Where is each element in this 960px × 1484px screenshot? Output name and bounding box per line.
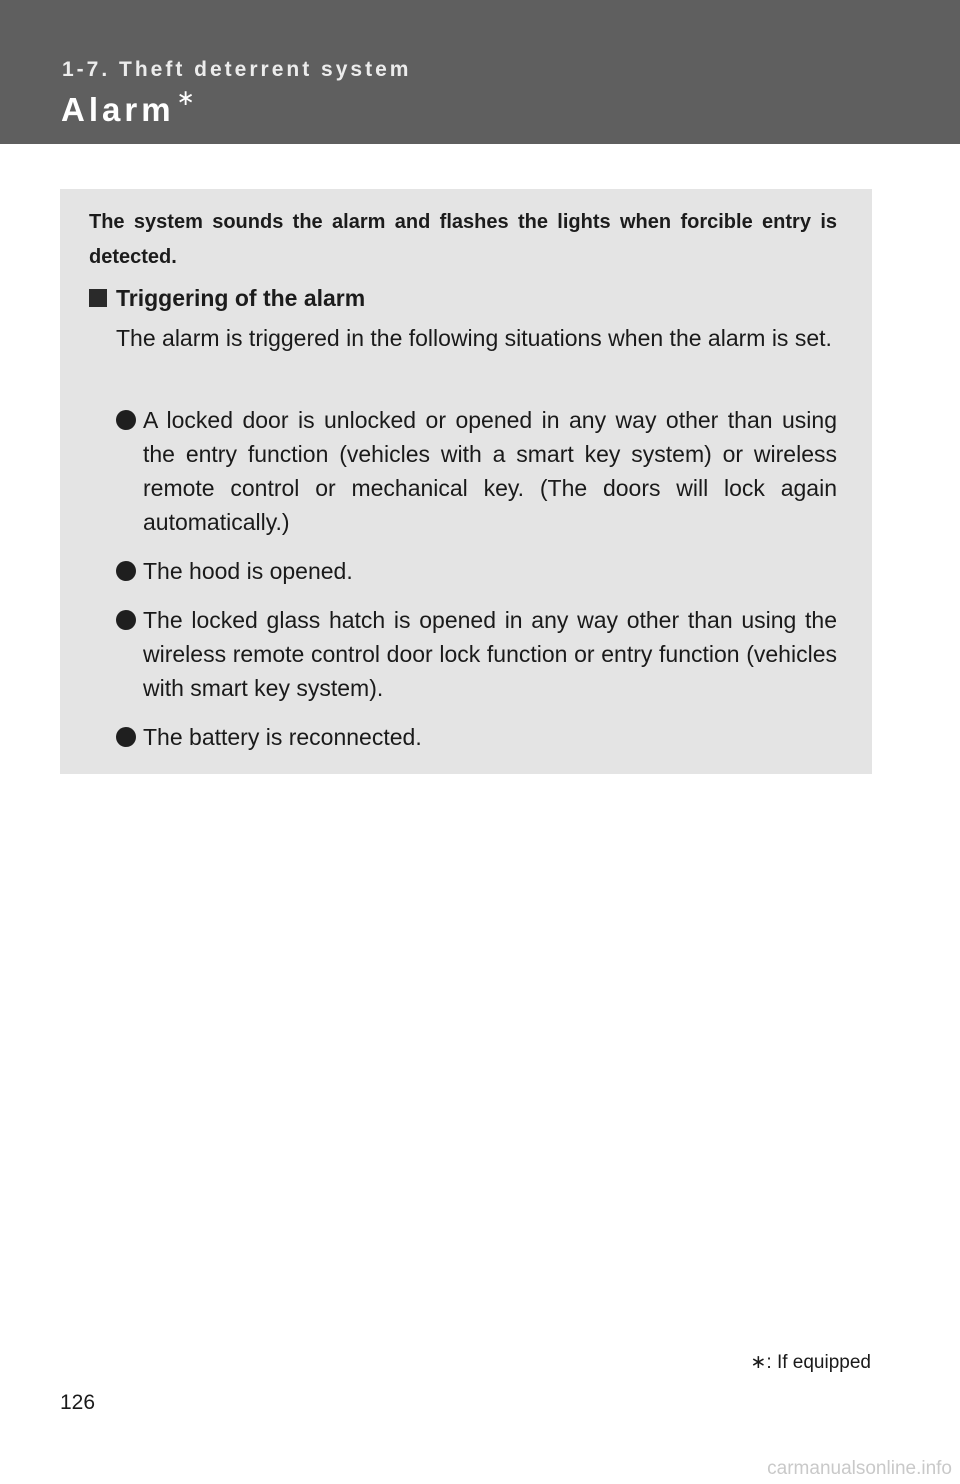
sub-heading-text: Triggering of the alarm [116, 285, 366, 311]
page-number: 126 [60, 1391, 96, 1414]
list-item-text: A locked door is unlocked or opened in any way other than using the entry function (vehicles with a smart key system) or wireless remote control or mechanical key. (The doors will lock again automatically.) [143, 407, 837, 535]
section-label: 1-7. Theft deterrent system [62, 58, 412, 81]
header-band [0, 0, 960, 144]
bullet-dot-icon [116, 610, 136, 630]
sub-heading [89, 283, 849, 313]
list-item-text: The hood is opened. [143, 558, 353, 584]
sub-heading-description: The alarm is triggered in the following situations when the alarm is set. [116, 325, 832, 351]
bullet-list [116, 403, 837, 769]
bullet-dot-icon [116, 410, 136, 430]
footnote: ∗: If equipped [750, 1352, 871, 1373]
page-title-text: Alarm [61, 91, 175, 128]
square-bullet-icon [89, 289, 107, 307]
if-equipped-mark: ∗ [176, 85, 195, 110]
bullet-dot-icon [116, 561, 136, 581]
page-title [61, 85, 195, 129]
list-item [116, 603, 837, 705]
list-item-text: The locked glass hatch is opened in any way other than using the wireless remote control door lock function or entry function (vehicles with smart key system). [143, 607, 837, 701]
list-item-text: The battery is reconnected. [143, 724, 422, 750]
intro-text: The system sounds the alarm and flashes the lights when forcible entry is detected. [89, 211, 837, 268]
list-item [116, 403, 837, 539]
list-item [116, 554, 837, 588]
list-item [116, 720, 837, 754]
watermark: carmanualsonline.info [767, 1458, 952, 1479]
content-box [60, 189, 872, 774]
bullet-dot-icon [116, 727, 136, 747]
